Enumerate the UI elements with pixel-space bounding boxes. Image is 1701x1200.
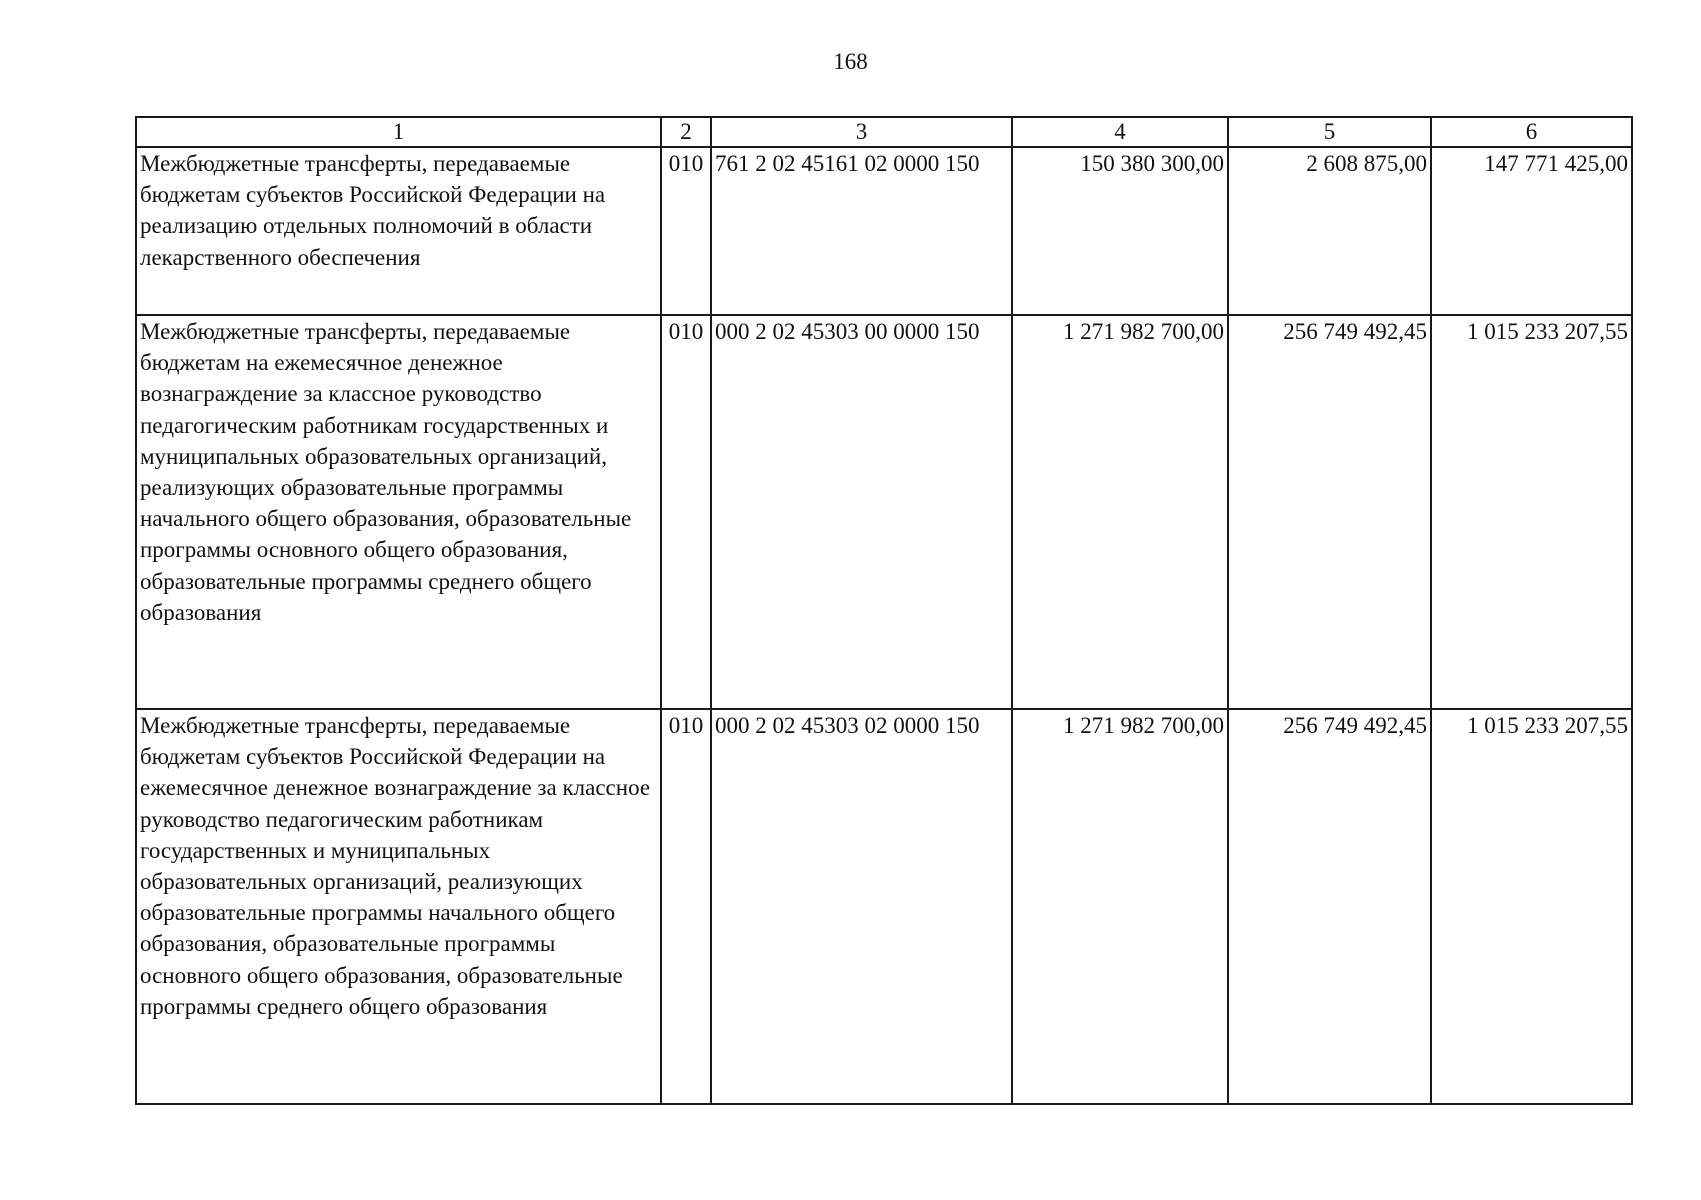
page-number: 168	[833, 49, 868, 74]
budget-code-cell: 761 2 02 45161 02 0000 150	[711, 147, 1012, 315]
table-row	[136, 147, 1632, 315]
row-name-cell: Межбюджетные трансферты, передаваемые бюджетам субъектов Российской Федерации на реализацию отдельных полномочий в области лекарственного обеспечения	[136, 147, 661, 315]
column-number-3: 3	[711, 117, 1012, 147]
executed-amount-cell: 256 749 492,45	[1228, 709, 1431, 1104]
line-code-cell: 010	[661, 709, 711, 1104]
unexecuted-amount-cell: 1 015 233 207,55	[1431, 315, 1632, 709]
column-number-1: 1	[136, 117, 661, 147]
table-row	[136, 709, 1632, 1104]
row-name-cell: Межбюджетные трансферты, передаваемые бюджетам субъектов Российской Федерации на ежемесячное денежное вознаграждение за классное руководство педагогическим работникам государственных и муниципальных образовательных организаций, реализующих образовательные программы начального общего образования, образовательные программы основного общего образования, образовательные программы среднего общего образования	[136, 709, 661, 1104]
budget-code-cell: 000 2 02 45303 02 0000 150	[711, 709, 1012, 1104]
budget-code-cell: 000 2 02 45303 00 0000 150	[711, 315, 1012, 709]
line-code-cell: 010	[661, 315, 711, 709]
column-number-6: 6	[1431, 117, 1632, 147]
budget-table	[135, 116, 1633, 1105]
table-row	[136, 315, 1632, 709]
column-number-4: 4	[1012, 117, 1228, 147]
column-number-5: 5	[1228, 117, 1431, 147]
table-header-row	[136, 117, 1632, 147]
approved-amount-cell: 1 271 982 700,00	[1012, 709, 1228, 1104]
executed-amount-cell: 256 749 492,45	[1228, 315, 1431, 709]
approved-amount-cell: 1 271 982 700,00	[1012, 315, 1228, 709]
unexecuted-amount-cell: 147 771 425,00	[1431, 147, 1632, 315]
unexecuted-amount-cell: 1 015 233 207,55	[1431, 709, 1632, 1104]
executed-amount-cell: 2 608 875,00	[1228, 147, 1431, 315]
column-number-2: 2	[661, 117, 711, 147]
approved-amount-cell: 150 380 300,00	[1012, 147, 1228, 315]
row-name-cell: Межбюджетные трансферты, передаваемые бюджетам на ежемесячное денежное вознаграждение за классное руководство педагогическим работникам государственных и муниципальных образовательных организаций, реализующих образовательные программы начального общего образования, образовательные программы основного общего образования, образовательные программы среднего общего образования	[136, 315, 661, 709]
line-code-cell: 010	[661, 147, 711, 315]
